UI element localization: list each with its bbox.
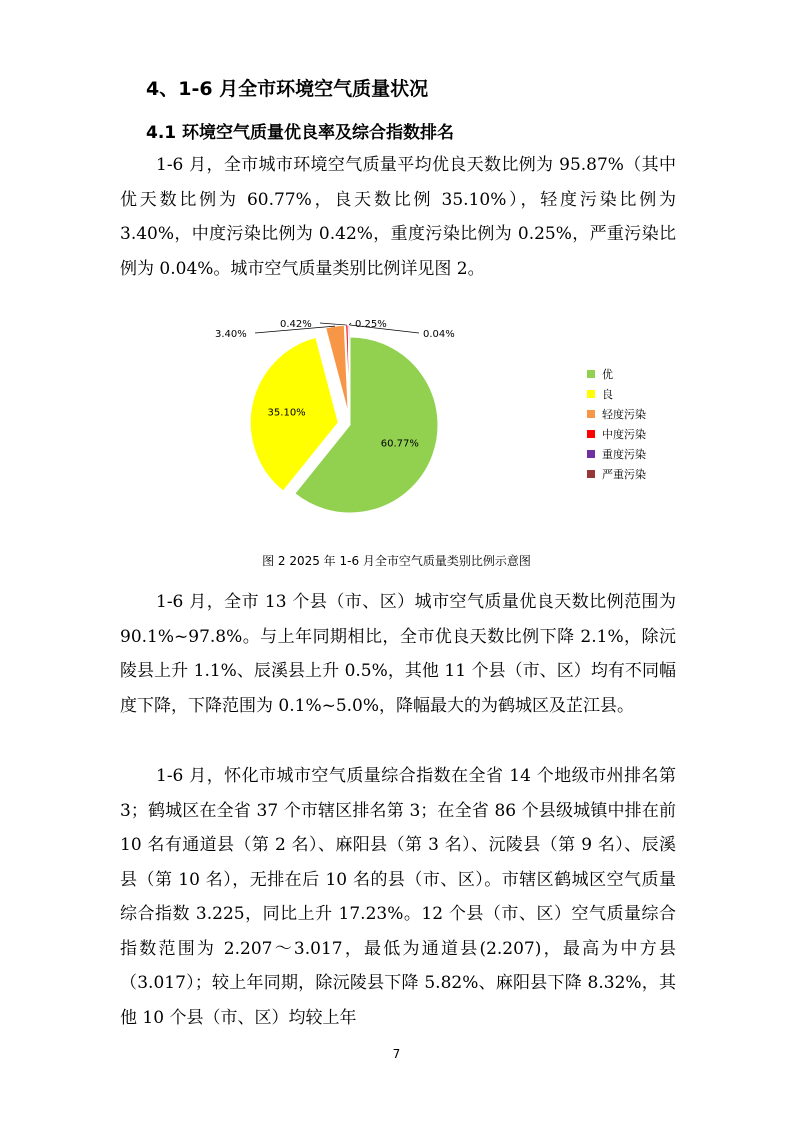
legend-label-0: 优 xyxy=(602,368,613,381)
page-number: 7 xyxy=(392,1047,401,1061)
data-label-1: 35.10% xyxy=(267,407,306,419)
data-label-0: 60.77% xyxy=(380,438,419,450)
figure-caption: 图 2 2025 年 1-6 月全市空气质量类别比例示意图 xyxy=(262,554,531,568)
legend-swatch-2 xyxy=(587,410,595,418)
data-label-2: 3.40% xyxy=(215,329,247,340)
air-quality-pie-chart xyxy=(195,300,646,540)
paragraph-county-ratio: 1-6 月，全市 13 个县（市、区）城市空气质量优良天数比例范围为 90.1%~97.8%。与上年同期相比，全市优良天数比例下降 2.1%，除沅陵县上升 1.1%、辰溪县上升 0.5%，其他 11 个县（市、区）均有不同幅度下降，下降范围为 0.1%~5.0%，降幅最大的为鹤城区及芷江县。 xyxy=(120,592,676,716)
legend-label-4: 重度污染 xyxy=(602,448,646,461)
legend-label-2: 轻度污染 xyxy=(602,408,646,421)
legend-swatch-0 xyxy=(587,370,595,378)
data-label-3: 0.42% xyxy=(280,319,312,330)
legend-swatch-3 xyxy=(587,430,595,438)
legend-swatch-5 xyxy=(587,470,595,478)
legend-label-3: 中度污染 xyxy=(602,428,646,441)
paragraph-composite-index: 1-6 月，怀化市城市空气质量综合指数在全省 14 个地级市州排名第 3；鹤城区在全省 37 个市辖区排名第 3；在全省 86 个县级城镇中排在前 10 名有通道县（第 2 名）、麻阳县（第 3 名）、沅陵县（第 9 名）、辰溪县（第 10 名），无排在后 10 名的县（市、区）。市辖区鹤城区空气质量综合指数 3.225，同比上升 17.23%。12 个县（市、区）空气质量综合指数范围为 2.207～3.017，最低为通道县(2.207)，最高为中方县（3.017）；较上年同期，除沅陵县下降 5.82%、麻阳县下降 8.32%，其他 10 个县（市、区）均较上年 xyxy=(120,766,676,1028)
legend-label-5: 严重污染 xyxy=(602,468,646,481)
legend-label-1: 良 xyxy=(602,388,613,401)
data-label-5: 0.04% xyxy=(423,329,455,340)
subsection-heading: 4.1 环境空气质量优良率及综合指数排名 xyxy=(146,123,455,143)
leader-line-3 xyxy=(320,323,347,325)
legend-swatch-1 xyxy=(587,390,595,398)
data-label-4: 0.25% xyxy=(355,319,387,330)
section-heading: 4、1-6 月全市环境空气质量状况 xyxy=(146,78,429,100)
paragraph-air-quality-summary: 1-6 月，全市城市环境空气质量平均优良天数比例为 95.87%（其中优天数比例为 60.77%，良天数比例 35.10%），轻度污染比例为 3.40%，中度污染比例为 0.42%，重度污染比例为 0.25%，严重污染比例为 0.04%。城市空气质量类别比例详见图 2。 xyxy=(120,155,676,279)
legend-swatch-4 xyxy=(587,450,595,458)
